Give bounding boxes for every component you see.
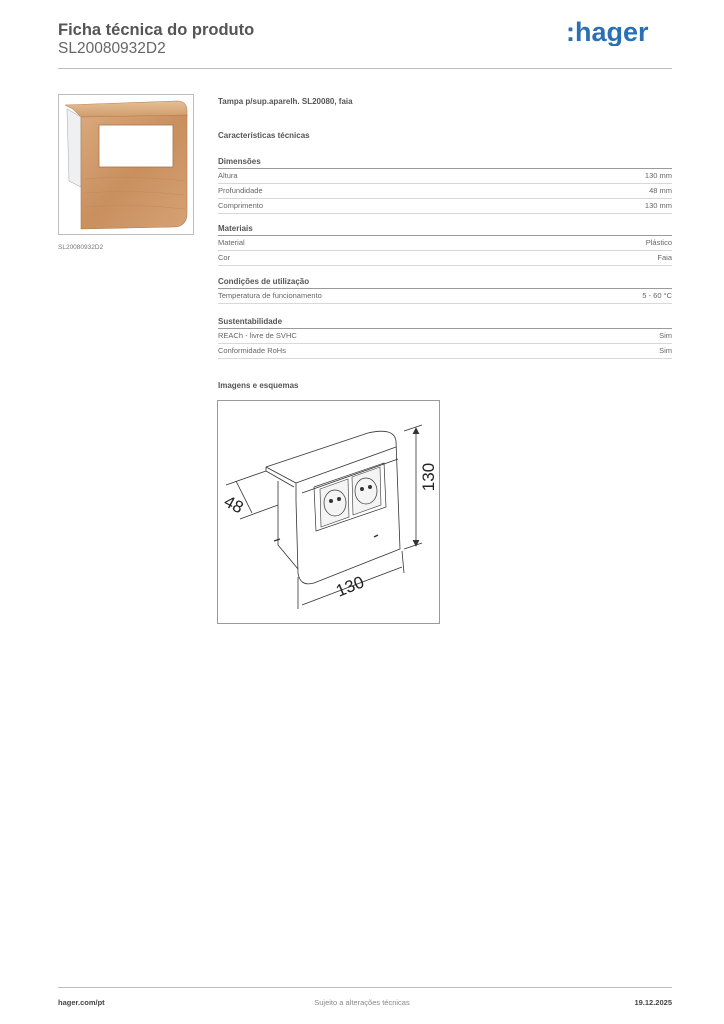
section-materials	[218, 223, 672, 266]
spec-key: Altura	[218, 171, 238, 180]
spec-row	[218, 169, 672, 184]
footer-date: 19.12.2025	[634, 998, 672, 1007]
footer-disclaimer: Sujeito a alterações técnicas	[314, 998, 410, 1007]
section-dimensions	[218, 156, 672, 214]
footer-divider	[58, 987, 672, 988]
section-sustainability	[218, 316, 672, 359]
section-title: Sustentabilidade	[218, 316, 672, 329]
spec-value: 130 mm	[644, 171, 672, 180]
section-title: Dimensões	[218, 156, 672, 169]
product-description: Tampa p/sup.aparelh. SL20080, faia	[218, 97, 353, 106]
spec-key: Cor	[218, 253, 231, 262]
dimension-drawing	[217, 400, 440, 624]
section-usage-conditions	[218, 276, 672, 304]
spec-key: Conformidade RoHs	[218, 346, 286, 355]
spec-row	[218, 236, 672, 251]
photo-caption: SL20080932D2	[58, 244, 104, 251]
hager-logo	[566, 18, 656, 46]
document-title: Ficha técnica do produto	[58, 21, 255, 39]
spec-value: 5 - 60 °C	[642, 291, 672, 300]
section-title: Materiais	[218, 223, 672, 236]
spec-value: 48 mm	[649, 186, 672, 195]
spec-key: REACh - livre de SVHC	[218, 331, 297, 340]
spec-key: Comprimento	[218, 201, 264, 210]
height-dimension-label: 130	[419, 462, 438, 492]
svg-text::hager: :hager	[566, 18, 649, 46]
spec-value: Sim	[659, 331, 672, 340]
images-heading: Imagens e esquemas	[218, 381, 299, 390]
spec-key: Material	[218, 238, 245, 247]
product-photo	[58, 94, 194, 235]
spec-row	[218, 184, 672, 199]
spec-row	[218, 251, 672, 266]
spec-value: 130 mm	[644, 201, 672, 210]
depth-dimension-label: 48	[220, 491, 247, 518]
spec-row	[218, 344, 672, 359]
section-title: Condições de utilização	[218, 276, 672, 289]
header-divider	[58, 68, 672, 69]
spec-row	[218, 289, 672, 304]
spec-key: Temperatura de funcionamento	[218, 291, 322, 300]
spec-value: Plástico	[645, 238, 672, 247]
spec-key: Profundidade	[218, 186, 263, 195]
footer-website[interactable]: hager.com/pt	[58, 998, 105, 1007]
length-dimension-label: 130	[333, 572, 367, 601]
spec-row	[218, 329, 672, 344]
technical-characteristics-heading: Características técnicas	[218, 131, 310, 140]
spec-value: Faia	[657, 253, 672, 262]
spec-row	[218, 199, 672, 214]
spec-value: Sim	[659, 346, 672, 355]
product-code: SL20080932D2	[58, 40, 166, 57]
